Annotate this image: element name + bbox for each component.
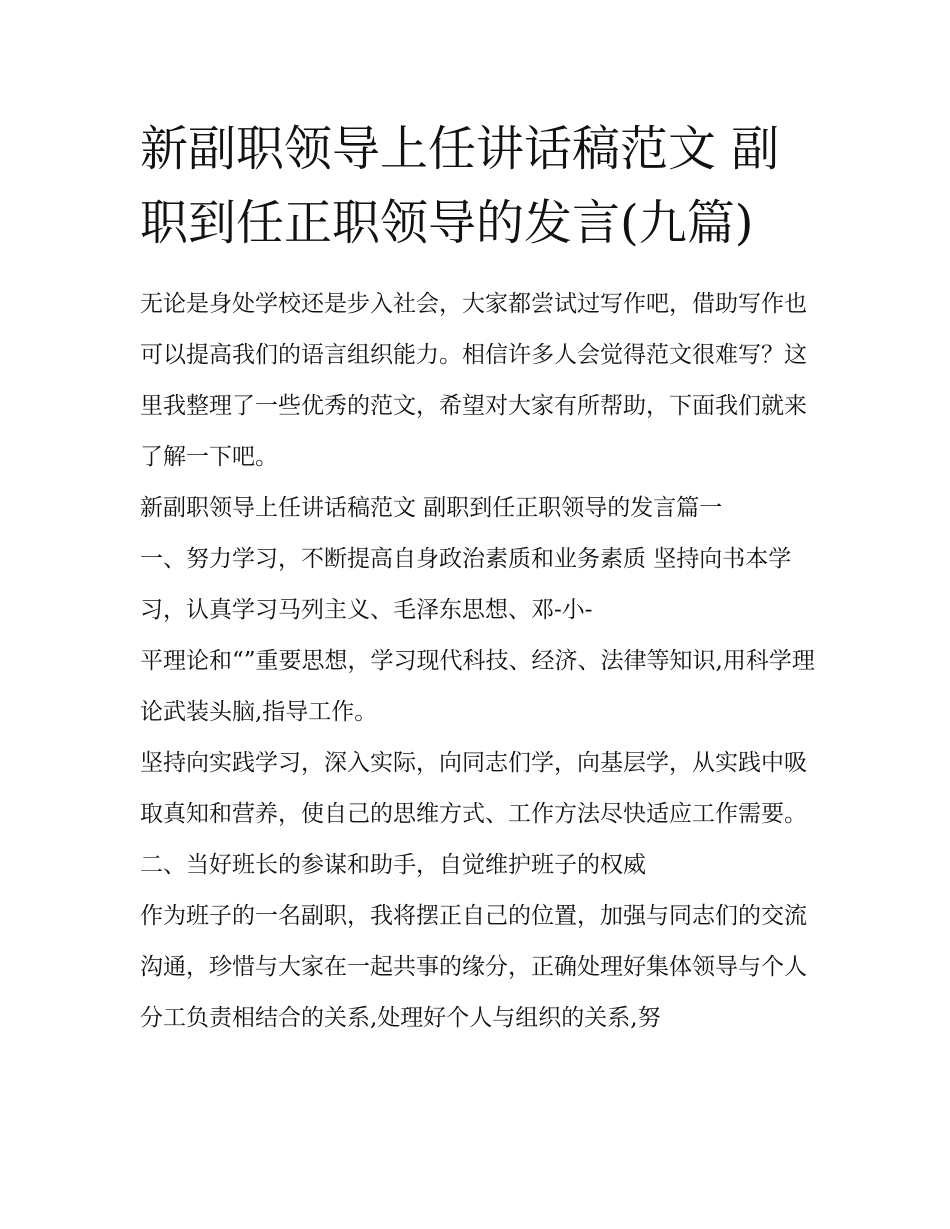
paragraph-study-1: 一、努力学习，不断提高自身政治素质和业务素质 坚持向书本学习，认真学习马列主义、毛泽东思想、邓-小- <box>140 546 792 623</box>
document-title <box>140 112 820 260</box>
intro-paragraph: 无论是身处学校还是步入社会，大家都尝试过写作吧，借助写作也可以提高我们的语言组织能力。相信许多人会觉得范文很难写？这里我整理了一些优秀的范文，希望对大家有所帮助，下面我们就来了解一下吧。 <box>140 291 807 470</box>
paragraph-study-2: 平理论和“”重要思想，学习现代科技、经济、法律等知识,用科学理论武装头脑,指导工作。 <box>140 648 815 725</box>
paragraph-deputy-role: 作为班子的一名副职，我将摆正自己的位置，加强与同志们的交流沟通，珍惜与大家在一起共事的缘分，正确处理好集体领导与个人分工负责相结合的关系,处理好个人与组织的关系,努 <box>140 903 807 1031</box>
paragraph-practice: 坚持向实践学习，深入实际，向同志们学，向基层学，从实践中吸取真知和营养，使自己的思维方式、工作方法尽快适应工作需要。 <box>140 750 807 827</box>
subheading-two: 二、当好班长的参谋和助手，自觉维护班子的权威 <box>140 852 646 878</box>
document-body <box>140 279 825 1044</box>
section-heading-1: 新副职领导上任讲话稿范文 副职到任正职领导的发言篇一 <box>140 495 723 521</box>
title-line-1: 新副职领导上任讲话稿范文 副 <box>140 121 780 177</box>
title-line-2: 职到任正职领导的发言(九篇) <box>140 195 754 251</box>
